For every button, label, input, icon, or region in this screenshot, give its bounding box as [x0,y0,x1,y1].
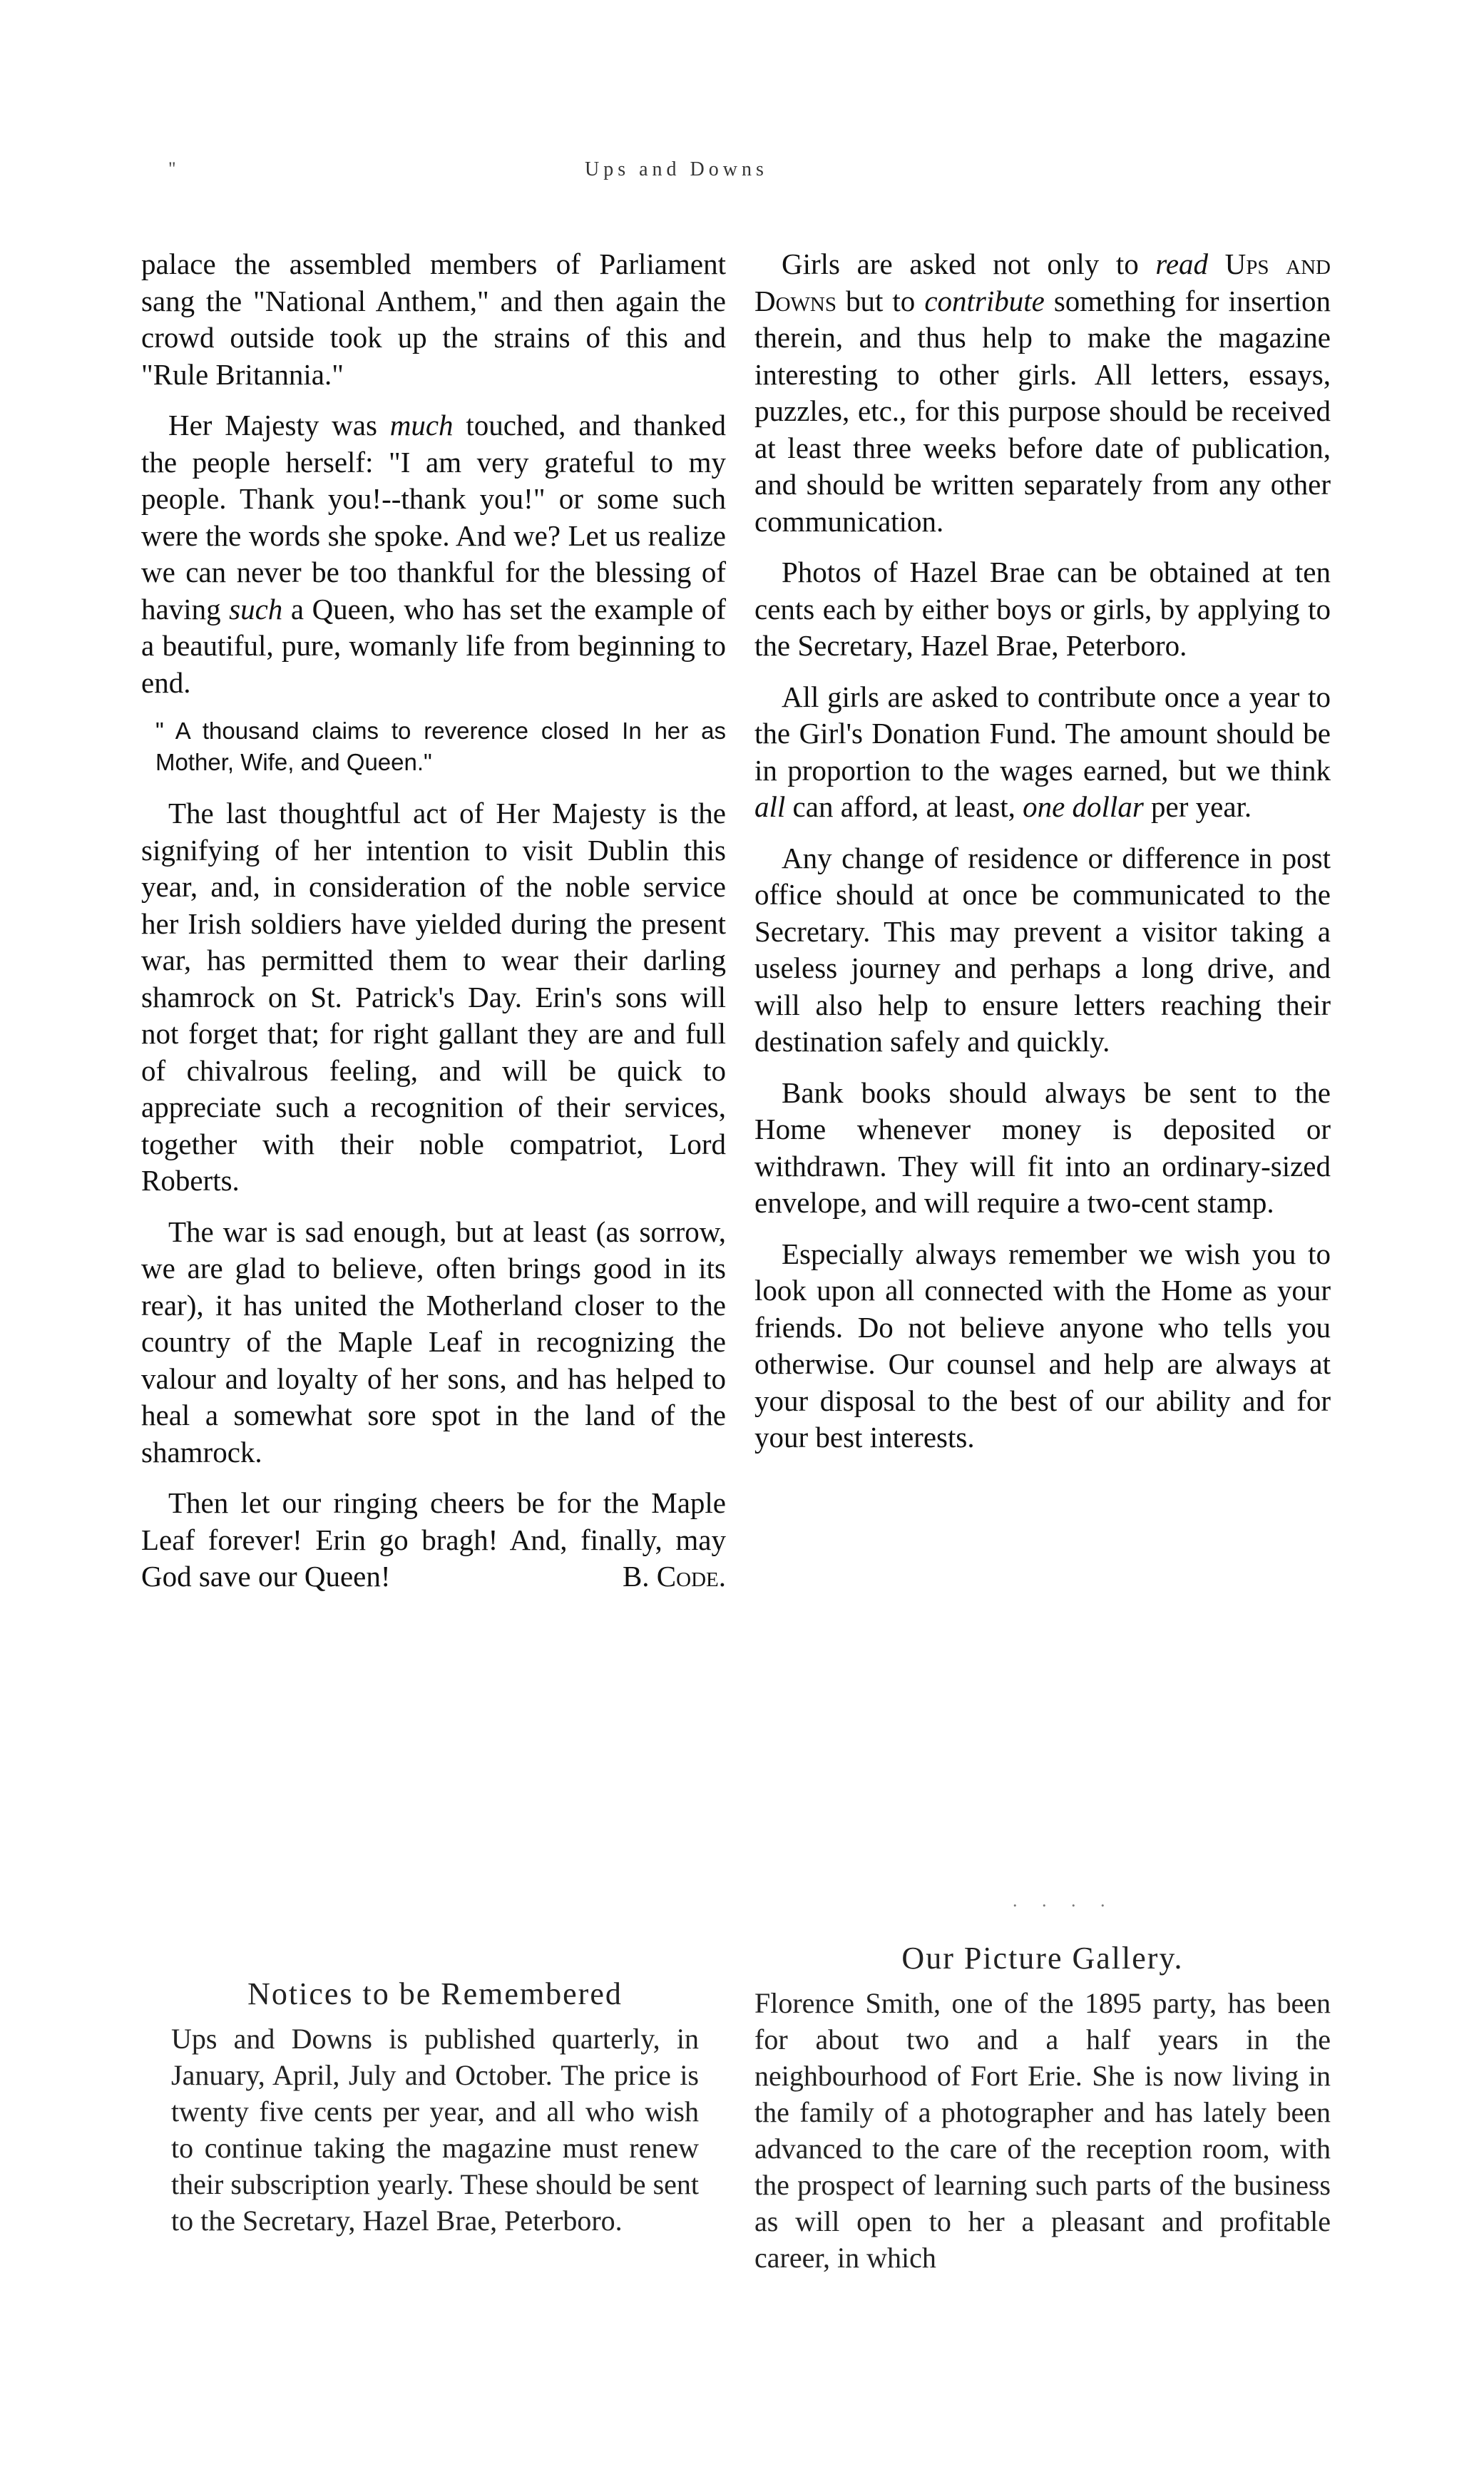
left-column [141,246,726,1610]
notices-body: Ups and Downs is published quarterly, in January, April, July and October. The price is twenty five cents per year, and all who wish to continue taking the magazine must renew their subscription yearly. These should be sent to the Secretary, Hazel Brae, Peterboro. [171,2023,699,2237]
emphasis: one dollar [1023,790,1144,823]
page-number: " [168,158,176,179]
notices-heading: Notices to be Remembered [247,1976,623,2011]
notices-section [171,1976,699,2239]
text-span: Then let our ringing cheers be for the Maple Leaf forever! Erin go bragh! And, finally, may God save our Queen! [141,1486,726,1593]
running-title: Ups and Downs [585,158,768,180]
author-signature: B. Code. [622,1560,726,1593]
text-span: but to [836,284,925,317]
text-span: Her Majesty was [168,409,390,441]
left-paragraph-1: palace the assembled members of Parliament sang the "National Anthem," and then again the crowd outside took up the strains of this and "Rule Britannia." [141,247,726,391]
text-span: Girls are asked not only to [782,247,1156,280]
right-paragraph-5: Bank books should always be sent to the Home whenever money is deposited or withdrawn. They will fit into an ordinary-sized envelope, and will require a two-cent stamp. [754,1076,1331,1219]
emphasis: much [389,409,454,441]
verse-quote: " A thousand claims to reverence closed In her as Mother, Wife, and Queen." [155,717,726,775]
left-paragraph-5 [141,1485,726,1595]
picture-gallery-heading: Our Picture Gallery. [901,1941,1184,1976]
magazine-name: Ups and Downs [754,247,1331,317]
left-paragraph-3: The last thoughtful act of Her Majesty is the signifying of her intention to visit Dublin this year, and, in consideration of the noble service her Irish soldiers have yielded during the present war, has permitted them to wear their darling shamrock on St. Patrick's Day. Erin's sons will not forget that; for right gallant they are and full of chivalrous feeling, and will be quick to appreciate such a recognition of their services, together with their noble compatriot, Lord Roberts. [141,797,726,1197]
emphasis: all [754,790,786,823]
right-paragraph-3 [754,679,1331,826]
right-paragraph-1 [754,246,1331,540]
left-paragraph-4: The war is sad enough, but at least (as sorrow, we are glad to believe, often brings good in its rear), it has united the Motherland closer to the country of the Maple Leaf in recognizing the valour and loyalty of her sons, and has helped to heal a somewhat sore spot in the land of the shamrock. [141,1215,726,1469]
emphasis: contribute [924,284,1045,317]
picture-gallery-body: Florence Smith, one of the 1895 party, has been for about two and a half years in the neighbourhood of Fort Erie. She is now living in the family of a photographer and has lately been advanced to the care of the reception room, with the prospect of learning such parts of the business as will open to her a pleasant and profitable career, in which [754,1987,1331,2274]
text-span [1208,247,1225,280]
text-span: All girls are asked to contribute once a year to the Girl's Donation Fund. The amount should be in proportion to the wages earned, but we think [754,680,1331,787]
right-paragraph-2: Photos of Hazel Brae can be obtained at ten cents each by either boys or girls, by applying to the Secretary, Hazel Brae, Peterboro. [754,556,1331,662]
left-paragraph-2 [141,407,726,701]
text-span: can afford, at least, [785,790,1023,823]
running-header [0,158,1484,187]
picture-gallery-section [754,1940,1331,2276]
section-divider: . . . . [1013,1890,1115,1911]
right-paragraph-4: Any change of residence or difference in post office should at once be communicated to the Secretary. This may prevent a visitor taking a useless journey and perhaps a long drive, and will also help to ensure letters reaching their destination safely and quickly. [754,841,1331,1058]
emphasis: such [229,592,283,625]
text-span: a Queen, who has set the example of a beautiful, pure, womanly life from beginning to end. [141,592,726,699]
right-column [754,246,1331,1471]
emphasis: read [1155,247,1209,280]
text-span: touched, and thanked the people herself: "I am very grateful to my people. Thank you!--thank you!" or some such were the words she spoke. And we? Let us realize we can never be too thankful for the blessing of having [141,409,726,625]
text-span: per year. [1143,790,1252,823]
text-span: something for insertion therein, and thus help to make the magazine interesting to other girls. All letters, essays, puzzles, etc., for this purpose should be received at least three weeks before date of publication, and should be written separately from any other communication. [754,284,1331,538]
right-paragraph-6: Especially always remember we wish you to look upon all connected with the Home as your friends. Do not believe anyone who tells you otherwise. Our counsel and help are always at your disposal to the best of our ability and for your best interests. [754,1237,1331,1454]
